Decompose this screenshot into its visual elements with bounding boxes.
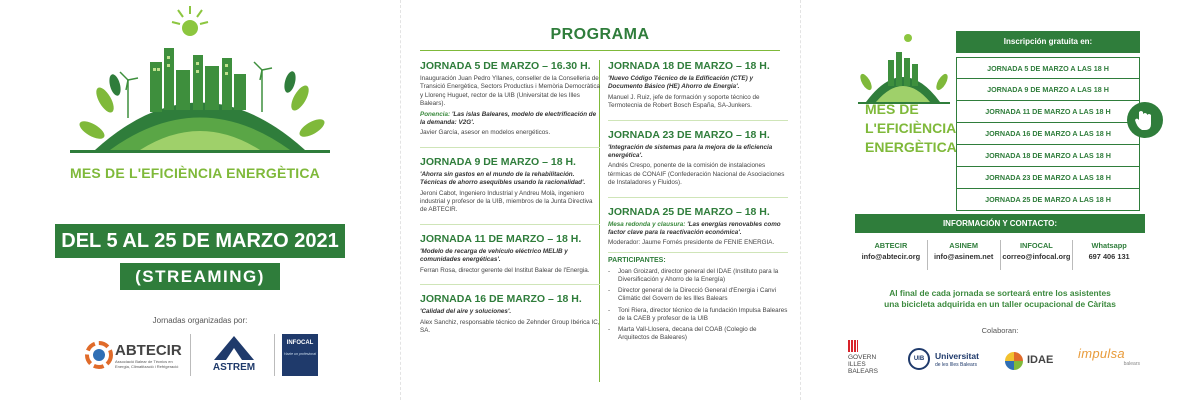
session-title: JORNADA 5 DE MARZO – 16.30 H.	[420, 60, 591, 72]
program-panel	[400, 0, 800, 400]
registration-link-row[interactable]: JORNADA 16 DE MARZO A LAS 18 H	[956, 123, 1140, 145]
session-topic	[420, 171, 600, 188]
program-column-1	[420, 60, 600, 344]
title-line: MES DE	[865, 101, 919, 117]
session-block	[420, 156, 600, 215]
section-separator	[420, 147, 600, 148]
session-title: JORNADA 18 DE MARZO – 18 H.	[608, 60, 770, 72]
contact-name: ASINEM	[949, 241, 978, 250]
participant-text: Marta Vall-Llosera, decana del COAB (Colegio de Arquitectos de Baleares)	[618, 326, 757, 342]
impulsa-logo	[1078, 346, 1140, 376]
impulsa-name: impulsa	[1078, 346, 1125, 361]
topic-text: 'Las energías renovables como factor clave para la reactivación económica'.	[608, 220, 781, 237]
registration-link-row[interactable]: JORNADA 18 DE MARZO A LAS 18 H	[956, 145, 1140, 167]
session-speaker: Javier García, asesor en modelos energéticos.	[420, 129, 551, 137]
abtecir-name: ABTECIR	[115, 342, 182, 359]
topic-text: 'Nuevo Código Técnico de la Edificación (CTE) y Documento Básico (HE) Ahorro de Energía'.	[608, 75, 753, 91]
session-topic	[608, 75, 788, 92]
section-separator	[420, 284, 600, 285]
event-title-stacked	[865, 100, 970, 157]
raffle-notice	[840, 288, 1160, 310]
session-title: JORNADA 25 DE MARZO – 18 H.	[608, 205, 770, 218]
idae-emblem-icon	[1005, 352, 1023, 370]
event-title: MES DE L'EFICIÈNCIA ENERGÈTICA	[70, 165, 320, 181]
session-block	[608, 206, 788, 248]
raffle-line: una bicicleta adquirida en un taller ocupacional de Càritas	[884, 299, 1116, 309]
contact-email-link[interactable]: correo@infocal.org	[1002, 252, 1071, 261]
session-block	[420, 293, 600, 335]
astrem-emblem-icon	[214, 336, 254, 360]
list-item: - Marta Vall-Llosera, decana del COAB (Colegio de Arquitectos de Baleares)	[608, 326, 788, 342]
contact-email-link[interactable]: info@abtecir.org	[861, 252, 921, 261]
info-contact-header: INFORMACIÓN Y CONTACTO:	[855, 214, 1145, 233]
topic-text: 'Calidad del aire y soluciones'.	[420, 308, 512, 316]
participant-text: Director general de la Direcció General d'Energia i Canvi Climàtic del Govern de les Illes Balears	[618, 287, 777, 303]
program-column-2	[608, 60, 788, 346]
streaming-banner: (STREAMING)	[120, 263, 280, 290]
session-title: JORNADA 11 DE MARZO – 18 H.	[420, 232, 582, 245]
govern-text	[848, 354, 898, 375]
program-divider	[420, 50, 780, 51]
uib-logo	[908, 348, 998, 376]
govern-flag-icon	[848, 340, 858, 352]
green-earth-small-illustration	[848, 30, 958, 110]
talk-topic: 'Las islas Baleares, modelo de electrificación de la demanda: V2G'.	[420, 110, 597, 127]
session-speaker: Manuel J. Ruiz, jefe de formación y soporte técnico de Termotecnia de Robert Bosch España, SA-Junkers.	[608, 93, 760, 110]
left-panel	[0, 0, 400, 400]
uib-seal-icon: UIB	[908, 348, 930, 370]
logo-divider	[274, 334, 275, 376]
contact-list	[855, 240, 1145, 270]
session-topic	[420, 308, 600, 316]
registration-link-row[interactable]: JORNADA 25 DE MARZO A LAS 18 H	[956, 189, 1140, 211]
topic-text: 'Ahorra sin gastos en el mundo de la rehabilitación. Técnicas de ahorro asequibles usando la racionalidad'.	[420, 170, 586, 187]
section-separator	[608, 252, 788, 253]
session-talk	[420, 111, 600, 128]
title-line: ENERGÈTICA	[865, 139, 957, 155]
govern-line: GOVERN	[848, 354, 877, 361]
section-separator	[608, 120, 788, 121]
contact-abtecir	[855, 240, 928, 270]
round-table-label: Mesa redonda y clausura:	[608, 220, 686, 228]
infocal-name: INFOCAL	[286, 340, 314, 346]
contact-asinem	[928, 240, 1001, 270]
participants-list	[608, 268, 788, 343]
govern-line: BALEARS	[848, 368, 878, 375]
registration-link-row[interactable]: JORNADA 5 DE MARZO A LAS 18 H	[956, 57, 1140, 79]
green-earth-illustration	[0, 0, 400, 170]
abtecir-emblem-icon	[85, 341, 113, 369]
idae-name: IDAE	[1027, 354, 1054, 366]
astrem-logo	[198, 334, 270, 376]
session-title: JORNADA 9 DE MARZO – 18 H.	[420, 155, 576, 168]
registration-panel	[800, 0, 1200, 400]
uib-subtitle: de les Illes Balears	[935, 362, 977, 368]
impulsa-subtitle: balears	[1123, 361, 1140, 367]
logo-divider	[190, 334, 191, 376]
section-separator	[420, 224, 600, 225]
organized-by-label: Jornadas organizadas por:	[152, 316, 248, 325]
session-title: JORNADA 16 DE MARZO – 18 H.	[420, 293, 582, 306]
session-speaker: Andrés Crespo, ponente de la comisión de instalaciones térmicas de CONAIF (Confederación Nacional de Asociaciones de Instaladores y Fluidos).	[608, 162, 785, 187]
session-speaker: Jeroni Cabot, Ingeniero Industrial y Andreu Molà, ingeniero industrial y profesor de la UIB, miembros de la Junta Directiva de ABTECIR.	[420, 189, 593, 214]
session-block	[420, 60, 600, 138]
infocal-tagline: Hazte un profesional	[283, 352, 317, 356]
session-title: JORNADA 23 DE MARZO – 18 H.	[608, 128, 770, 141]
contact-email-link[interactable]: info@asinem.net	[933, 252, 994, 261]
click-hand-icon	[1127, 102, 1163, 138]
session-block	[420, 233, 600, 275]
contact-name: INFOCAL	[1019, 241, 1053, 250]
participant-text: Toni Riera, director técnico de la fundación Impulsa Baleares de la CAEB y profesor de la UIB	[618, 306, 788, 322]
contact-phone[interactable]: 697 406 131	[1088, 252, 1130, 261]
session-speaker: Ferran Rosa, director gerente del Institut Balear de l'Energia.	[420, 266, 590, 274]
abtecir-subtitle: Associació Balear de Tècnics en Energia, Climatització i Refrigeració	[115, 359, 179, 369]
participant-text: Joan Groizard, director general del IDAE (Instituto para la Diversificación y Ahorro de la Energía)	[618, 267, 779, 284]
collaborators-label: Colaboran:	[981, 326, 1019, 335]
registration-link-row[interactable]: JORNADA 9 DE MARZO A LAS 18 H	[956, 79, 1140, 101]
govern-illes-balears-logo	[848, 340, 898, 375]
list-item: - Joan Groizard, director general del IDAE (Instituto para la Diversificación y Ahorro de la Energía)	[608, 268, 788, 284]
abtecir-logo	[85, 334, 185, 376]
session-speaker: Alex Sanchiz, responsable técnico de Zehnder Group Ibérica IC, SA.	[420, 318, 600, 334]
session-topic	[420, 248, 600, 265]
session-topic	[608, 221, 788, 238]
govern-line: ILLES	[848, 361, 866, 368]
list-item: - Director general de la Direcció General d'Energia i Canvi Climàtic del Govern de les Illes Balears	[608, 287, 788, 303]
contact-name: ABTECIR	[874, 241, 908, 250]
registration-header: Inscripción gratuita en:	[956, 31, 1140, 53]
title-line: L'EFICIÈNCIA	[865, 120, 957, 136]
contact-whatsapp	[1073, 240, 1145, 270]
section-separator	[608, 197, 788, 198]
list-item: - Toni Riera, director técnico de la fundación Impulsa Baleares de la CAEB y profesor de la UIB	[608, 306, 788, 322]
idae-logo	[1005, 350, 1067, 372]
session-block	[608, 129, 788, 188]
participants-title: PARTICIPANTES:	[608, 256, 666, 264]
topic-text: 'Modelo de recarga de vehículo eléctrico MELIB y comunidades energéticas'.	[420, 247, 568, 264]
session-moderator: Moderador: Jaume Fornés presidente de FENIE ENERGIA.	[608, 239, 775, 247]
session-block	[608, 60, 788, 111]
topic-text: 'Integración de sistemas para la mejora de la eficiencia energética'.	[608, 143, 773, 160]
registration-link-row[interactable]: JORNADA 11 DE MARZO A LAS 18 H	[956, 101, 1140, 123]
uib-name: Universitat	[935, 351, 979, 361]
event-dates-banner: DEL 5 AL 25 DE MARZO 2021	[55, 224, 345, 258]
registration-link-row[interactable]: JORNADA 23 DE MARZO A LAS 18 H	[956, 167, 1140, 189]
session-intro: Inauguración Juan Pedro Yllanes, conseller de la Conselleria de Transició Energètica, Sectors Productius i Memòria Democràtica y Llorenç Huguet, rector de la UIB (Universitat de les Illes Balears).	[420, 75, 600, 108]
talk-label: Ponencia:	[420, 110, 451, 118]
infocal-logo	[282, 334, 318, 376]
program-title: PROGRAMA	[550, 26, 650, 43]
registration-table	[956, 31, 1140, 211]
contact-name: Whatsapp	[1091, 241, 1127, 250]
astrem-name: ASTREM	[212, 362, 256, 373]
contact-infocal	[1001, 240, 1074, 270]
session-topic	[608, 144, 788, 161]
raffle-line: Al final de cada jornada se sorteará entre los asistentes	[889, 288, 1111, 298]
